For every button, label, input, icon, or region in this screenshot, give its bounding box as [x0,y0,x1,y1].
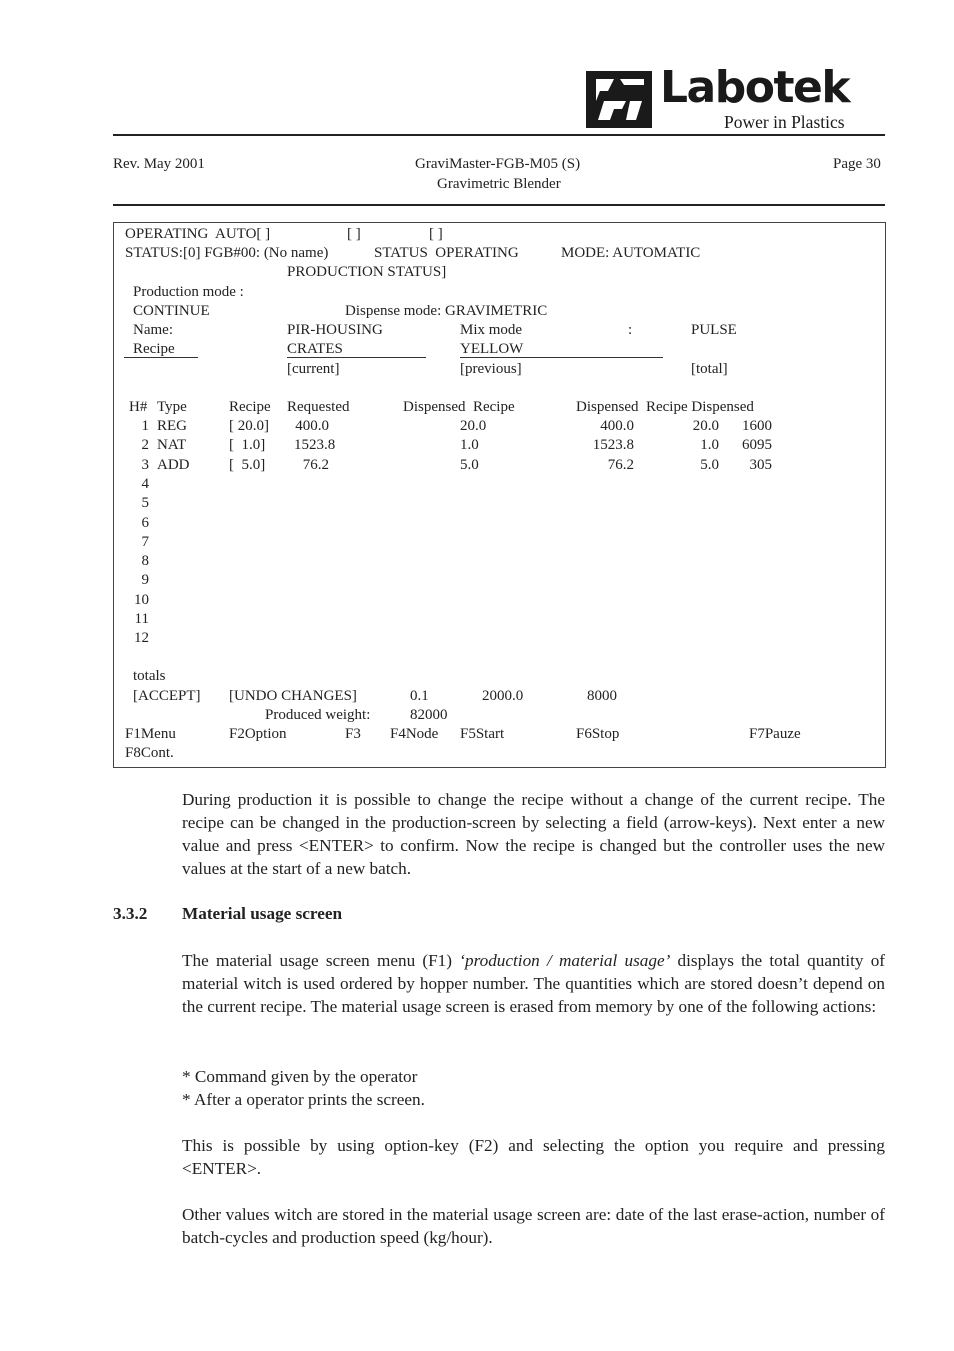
hopper-number: 5 [141,495,149,512]
logo-tagline: Power in Plastics [724,112,845,132]
paragraph-text: This is possible by using option-key (F2) and selecting the option you require and pressing <ENTER>. [182,1136,885,1178]
requested-value: 76.2 [302,456,329,473]
header-page: Page 30 [833,156,881,172]
recipe-current-name[interactable]: CRATES [287,341,343,357]
previous-recipe-value: 20.0 [460,418,487,434]
requested-value: 1523.8 [294,437,336,454]
controller-screen [113,222,886,768]
recipe-label: Recipe [133,341,175,357]
header-dispensed-recipe-dispensed: Dispensed Recipe Dispensed [576,399,754,415]
previous-dispensed-value: 1523.8 [592,437,634,454]
recipe-previous-name[interactable]: YELLOW [460,341,524,357]
paragraph-option-key [182,1134,885,1180]
screen-line1-box1: [ ] [347,226,361,242]
paragraph-other-values [182,1203,885,1249]
screen-line1-box2: [ ] [429,226,443,242]
header-dispensed-recipe: Dispensed Recipe [403,399,515,415]
recipe-current-underline [287,357,426,358]
total-dispensed-value: 1600 [742,418,772,434]
header-rule-top [113,134,885,136]
screen-status-operating: STATUS OPERATING [374,245,519,261]
list-item: * After a operator prints the screen. [182,1090,425,1109]
header-recipe: Recipe [229,399,271,415]
hopper-number: 2 [141,437,149,454]
fkey-f3[interactable]: F3 [345,726,361,742]
previous-recipe-value: 5.0 [460,456,479,473]
hopper-number: 9 [141,572,149,589]
totals-value-3: 8000 [587,688,617,704]
hopper-type: REG [157,418,187,434]
previous-dispensed-value: 76.2 [607,456,634,473]
totals-label: totals [133,668,166,684]
paragraph-text: During production it is possible to change the recipe without a change of the current recipe. The recipe can be changed in the production-screen by selecting a field (arrow-keys). Next enter a new value and press <ENTER> to confirm. Now the recipe is changed but the controller uses the new values at the start of a new batch. [182,790,885,878]
produced-weight-label: Produced weight: [265,707,371,723]
recipe-value[interactable]: [ 5.0] [229,456,266,473]
total-dispensed-value: 305 [749,456,772,473]
logo-wordmark: Labotek [660,62,850,113]
paragraph-production-recipe [182,788,885,880]
header-type: Type [157,399,187,415]
mix-mode-label: Mix mode [460,322,523,338]
hopper-number: 12 [134,630,149,647]
paragraph-text [182,949,885,1018]
fkey-f7-pauze[interactable]: F7Pauze [749,726,801,742]
produced-weight-value: 82000 [410,707,448,723]
recipe-value[interactable]: [ 20.0] [229,418,269,434]
total-recipe-value: 20.0 [692,418,719,434]
fkey-f5-start[interactable]: F5Start [460,726,505,742]
total-dispensed-value: 6095 [742,437,772,454]
hopper-number: 3 [141,456,149,473]
column-previous-label: [previous] [460,361,522,377]
list-item: * Command given by the operator [182,1067,418,1086]
undo-changes-button[interactable]: [UNDO CHANGES] [229,688,357,704]
section-title: Material usage screen [182,904,343,923]
production-mode-value[interactable]: CONTINUE [133,303,210,319]
recipe-label-underline [124,357,198,358]
total-recipe-value: 1.0 [700,437,719,454]
hopper-number: 1 [141,418,149,434]
requested-value: 400.0 [295,418,329,434]
hopper-type: ADD [157,456,190,473]
fkey-f1-menu[interactable]: F1Menu [125,726,176,742]
dispense-mode[interactable]: Dispense mode: GRAVIMETRIC [345,303,548,319]
header-revision: Rev. May 2001 [113,156,205,172]
name-label: Name: [133,322,173,338]
paragraph-text-a: The material usage screen menu (F1) [182,951,460,970]
hopper-number: 7 [141,533,149,550]
total-recipe-value: 5.0 [700,456,719,473]
fkey-f8-cont[interactable]: F8Cont. [125,745,174,761]
header-hopper-number: H# [129,399,148,415]
hopper-number: 10 [134,591,149,608]
totals-value-2: 2000.0 [482,688,524,704]
screen-status-mode: MODE: AUTOMATIC [561,245,701,261]
mix-mode-value[interactable]: PULSE [691,322,737,338]
fkey-f2-option[interactable]: F2Option [229,726,287,742]
screen-production-status: PRODUCTION STATUS] [287,264,447,280]
hopper-number: 4 [141,475,149,492]
fkey-f4-node[interactable]: F4Node [390,726,439,742]
hopper-number: 8 [141,553,149,570]
header-subtitle: Gravimetric Blender [437,176,561,192]
accept-button[interactable]: [ACCEPT] [133,688,201,704]
totals-value-1: 0.1 [410,688,429,704]
column-current-label: [current] [287,361,340,377]
labotek-logo-icon [586,71,652,128]
bullet-list [182,1065,885,1111]
section-number: 3.3.2 [113,904,148,923]
production-mode-label: Production mode : [133,284,244,300]
screen-status-id: STATUS:[0] FGB#00: (No name) [125,245,329,261]
column-total-label: [total] [691,361,728,377]
name-value[interactable]: PIR-HOUSING [287,322,383,338]
hopper-number: 6 [141,514,149,531]
menu-path: ‘production / material usage’ [459,951,671,970]
header-rule-bottom [113,204,885,206]
screen-line1-mode: OPERATING AUTO[ ] [125,226,271,242]
recipe-value[interactable]: [ 1.0] [229,437,266,454]
hopper-type: NAT [157,437,187,454]
recipe-previous-underline [460,357,663,358]
previous-dispensed-value: 400.0 [600,418,634,434]
fkey-f6-stop[interactable]: F6Stop [576,726,620,742]
previous-recipe-value: 1.0 [460,437,479,454]
mix-mode-colon: : [628,322,633,338]
paragraph-text: Other values witch are stored in the material usage screen are: date of the last erase-action, number of batch-cycles and production speed (kg/hour). [182,1205,885,1247]
paragraph-text-b: displays the total quantity of material witch is used ordered by hopper number. The quantities which are stored doesn’t depend on the current recipe. The material usage screen is erased from memory by one of the following actions: [182,951,886,1016]
header-requested: Requested [287,399,350,415]
header-title: GraviMaster-FGB-M05 (S) [415,156,581,172]
hopper-number: 11 [134,611,149,627]
paragraph-material-usage [182,949,885,1018]
